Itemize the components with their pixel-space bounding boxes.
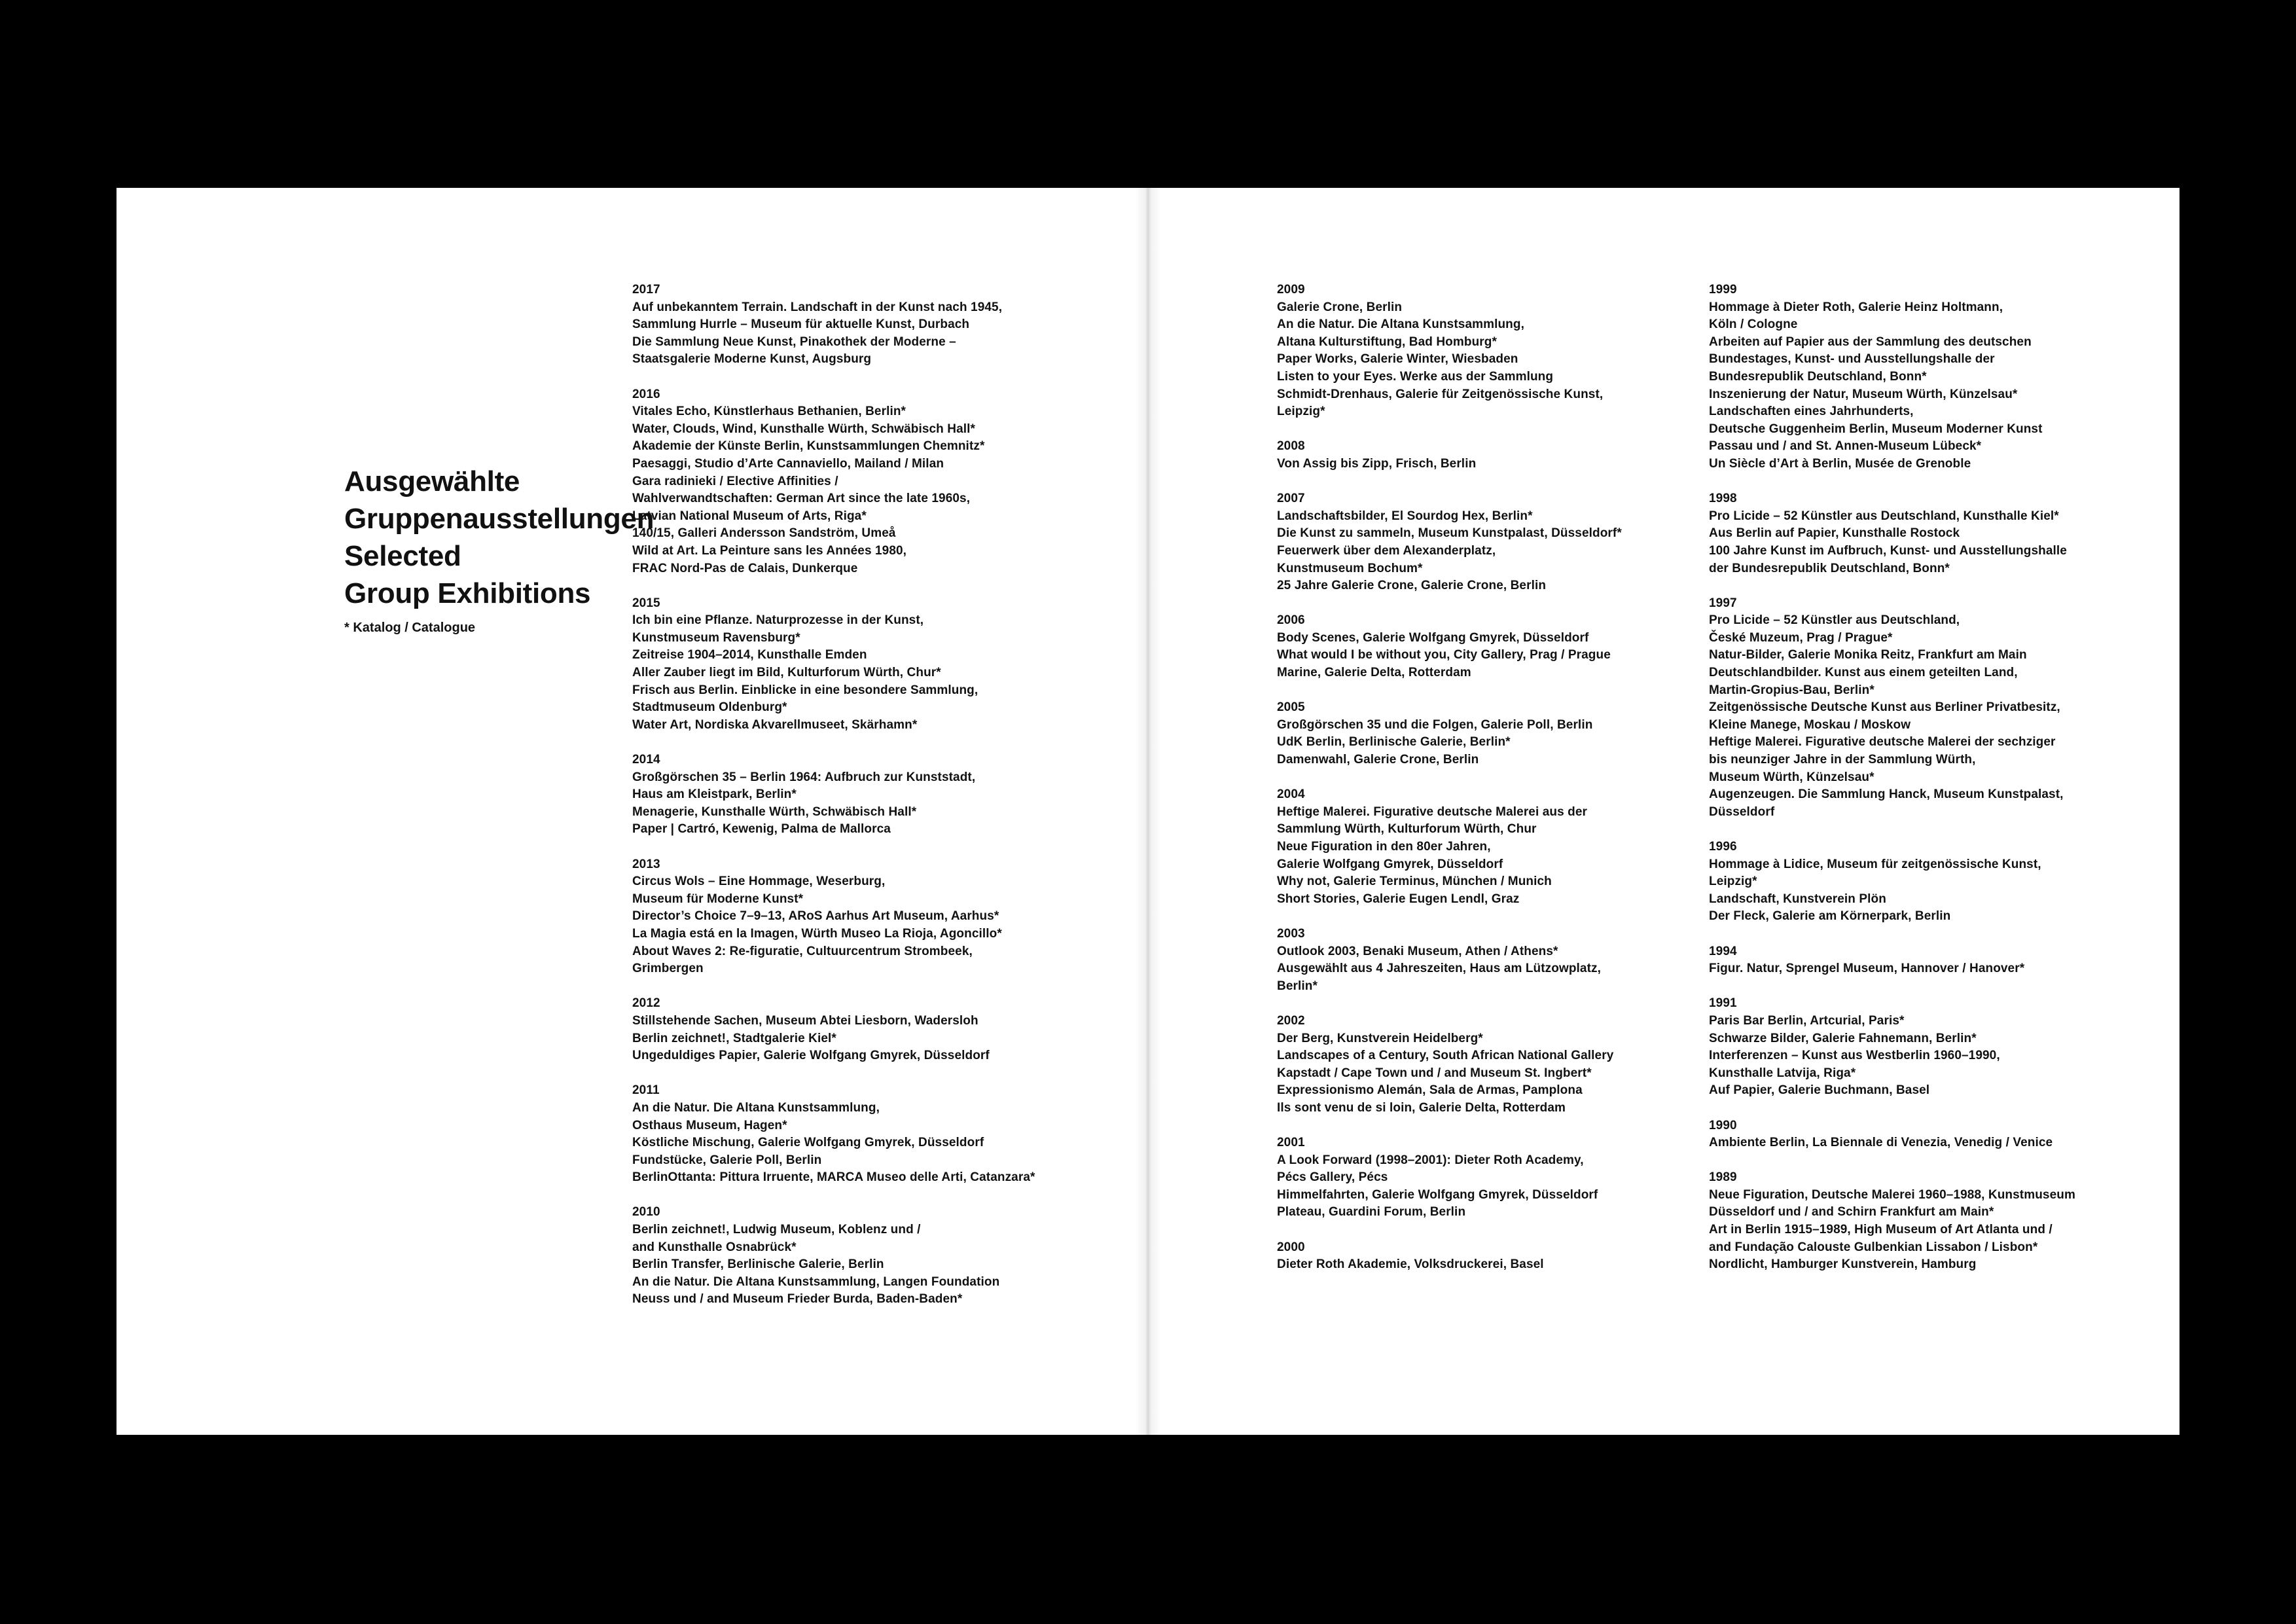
exhibition-entry: Paper | Cartró, Kewenig, Palma de Mallorca bbox=[632, 822, 891, 837]
exhibition-entry: Bundestages, Kunst- und Ausstellungshalle der bbox=[1709, 352, 1995, 367]
exhibition-entry: An die Natur. Die Altana Kunstsammlung, Langen Foundation bbox=[632, 1274, 1000, 1289]
year-label: 2001 bbox=[1277, 1136, 1305, 1150]
exhibition-entry: Aus Berlin auf Papier, Kunsthalle Rostock bbox=[1709, 526, 1960, 541]
exhibition-entry: Stillstehende Sachen, Museum Abtei Liesborn, Wadersloh bbox=[632, 1013, 978, 1028]
exhibition-entry: Leipzig* bbox=[1709, 875, 1757, 889]
year-group bbox=[632, 595, 1035, 734]
year-label: 2006 bbox=[1277, 613, 1305, 628]
exhibition-entry: A Look Forward (1998–2001): Dieter Roth Academy, bbox=[1277, 1153, 1584, 1167]
exhibition-entry: Landscapes of a Century, South African National Gallery bbox=[1277, 1049, 1614, 1063]
exhibition-entry: Heftige Malerei. Figurative deutsche Malerei der sechziger bbox=[1709, 735, 2056, 749]
year-group bbox=[1277, 1134, 1622, 1221]
exhibition-entry: Schwarze Bilder, Galerie Fahnemann, Berlin* bbox=[1709, 1031, 1977, 1045]
year-label: 2015 bbox=[632, 596, 660, 610]
exhibition-entry: Haus am Kleistpark, Berlin* bbox=[632, 787, 797, 802]
exhibition-entry: Fundstücke, Galerie Poll, Berlin bbox=[632, 1153, 822, 1167]
year-group bbox=[1709, 995, 2075, 1100]
exhibition-entry: and Fundação Calouste Gulbenkian Lissabon / Lisbon* bbox=[1709, 1240, 2038, 1254]
exhibition-entry: Düsseldorf bbox=[1709, 804, 1775, 819]
exhibition-entry: Plateau, Guardini Forum, Berlin bbox=[1277, 1205, 1466, 1219]
exhibition-entry: Circus Wols – Eine Hommage, Weserburg, bbox=[632, 875, 886, 889]
exhibition-entry: Museum für Moderne Kunst* bbox=[632, 892, 804, 906]
exhibition-entry: Köstliche Mischung, Galerie Wolfgang Gmyrek, Düsseldorf bbox=[632, 1136, 984, 1150]
exhibition-entry: Ausgewählt aus 4 Jahreszeiten, Haus am Lützowplatz, bbox=[1277, 962, 1601, 976]
exhibition-entry: Deutschlandbilder. Kunst aus einem geteilten Land, bbox=[1709, 666, 2018, 680]
title-line: Selected bbox=[344, 540, 461, 572]
year-label: 1998 bbox=[1709, 492, 1737, 506]
year-label: 1999 bbox=[1709, 283, 1737, 297]
year-label: 1989 bbox=[1709, 1170, 1737, 1185]
exhibition-entry: Paesaggi, Studio d’Arte Cannaviello, Mailand / Milan bbox=[632, 456, 944, 471]
exhibition-entry: Expressionismo Alemán, Sala de Armas, Pamplona bbox=[1277, 1083, 1583, 1098]
year-label: 2007 bbox=[1277, 492, 1305, 506]
year-group bbox=[632, 1082, 1035, 1187]
year-label: 2011 bbox=[632, 1083, 660, 1098]
exhibition-entry: Figur. Natur, Sprengel Museum, Hannover / Hanover* bbox=[1709, 962, 2025, 976]
year-label: 2012 bbox=[632, 996, 660, 1011]
year-label: 1996 bbox=[1709, 840, 1737, 854]
exhibition-entry: Why not, Galerie Terminus, München / Munich bbox=[1277, 875, 1552, 889]
year-label: 2009 bbox=[1277, 283, 1305, 297]
exhibition-entry: Listen to your Eyes. Werke aus der Sammlung bbox=[1277, 369, 1554, 384]
exhibition-entry: Passau und / and St. Annen-Museum Lübeck* bbox=[1709, 439, 1982, 454]
exhibition-entry: Aller Zauber liegt im Bild, Kulturforum Würth, Chur* bbox=[632, 666, 941, 680]
year-group bbox=[632, 386, 1035, 578]
exhibition-entry: UdK Berlin, Berlinische Galerie, Berlin* bbox=[1277, 735, 1511, 749]
exhibition-entry: Body Scenes, Galerie Wolfgang Gmyrek, Düsseldorf bbox=[1277, 630, 1589, 645]
exhibition-entry: Kunsthalle Latvija, Riga* bbox=[1709, 1066, 1856, 1080]
exhibition-entry: Berlin Transfer, Berlinische Galerie, Berlin bbox=[632, 1257, 884, 1272]
exhibition-entry: Der Berg, Kunstverein Heidelberg* bbox=[1277, 1031, 1483, 1045]
exhibition-entry: Bundesrepublik Deutschland, Bonn* bbox=[1709, 369, 1927, 384]
exhibition-entry: Kunstmuseum Ravensburg* bbox=[632, 630, 800, 645]
exhibition-entry: Ambiente Berlin, La Biennale di Venezia, Venedig / Venice bbox=[1709, 1136, 2053, 1150]
year-group bbox=[1277, 786, 1622, 908]
exhibition-entry: Großgörschen 35 und die Folgen, Galerie Poll, Berlin bbox=[1277, 717, 1593, 732]
exhibition-entry: Neue Figuration in den 80er Jahren, bbox=[1277, 840, 1491, 854]
exhibition-column-1 bbox=[632, 281, 1035, 1308]
exhibition-entry: Himmelfahrten, Galerie Wolfgang Gmyrek, Düsseldorf bbox=[1277, 1187, 1598, 1202]
exhibition-entry: Museum Würth, Künzelsau* bbox=[1709, 770, 1874, 784]
exhibition-entry: Interferenzen – Kunst aus Westberlin 1960–1990, bbox=[1709, 1049, 2000, 1063]
exhibition-entry: Augenzeugen. Die Sammlung Hanck, Museum Kunstpalast, bbox=[1709, 787, 2064, 802]
year-label: 2008 bbox=[1277, 439, 1305, 454]
year-group bbox=[1709, 595, 2075, 821]
catalog-note: * Katalog / Catalogue bbox=[344, 621, 476, 635]
exhibition-column-2 bbox=[1277, 281, 1622, 1274]
year-label: 1991 bbox=[1709, 996, 1737, 1011]
exhibition-entry: 140/15, Galleri Andersson Sandström, Umeå bbox=[632, 526, 896, 541]
exhibition-entry: Wild at Art. La Peinture sans les Années 1980, bbox=[632, 543, 907, 558]
year-group bbox=[632, 751, 1035, 839]
exhibition-entry: Zeitgenössische Deutsche Kunst aus Berliner Privatbesitz, bbox=[1709, 700, 2060, 715]
year-group bbox=[1709, 1117, 2075, 1152]
exhibition-column-3 bbox=[1709, 281, 2075, 1274]
year-label: 2016 bbox=[632, 387, 660, 401]
exhibition-entry: Pécs Gallery, Pécs bbox=[1277, 1170, 1388, 1185]
exhibition-entry: Grimbergen bbox=[632, 962, 704, 976]
exhibition-entry: Nordlicht, Hamburger Kunstverein, Hamburg bbox=[1709, 1257, 1977, 1272]
year-label: 2013 bbox=[632, 857, 660, 871]
exhibition-entry: La Magia está en la Imagen, Würth Museo La Rioja, Agoncillo* bbox=[632, 926, 1002, 941]
exhibition-entry: Director’s Choice 7–9–13, ARoS Aarhus Art Museum, Aarhus* bbox=[632, 909, 999, 924]
year-group bbox=[632, 856, 1035, 978]
year-label: 2003 bbox=[1277, 926, 1305, 941]
exhibition-entry: Galerie Crone, Berlin bbox=[1277, 300, 1403, 314]
exhibition-entry: 100 Jahre Kunst im Aufbruch, Kunst- und Ausstellungshalle bbox=[1709, 543, 2067, 558]
exhibition-entry: Water Art, Nordiska Akvarellmuseet, Skärhamn* bbox=[632, 717, 918, 732]
exhibition-entry: FRAC Nord-Pas de Calais, Dunkerque bbox=[632, 561, 858, 575]
year-label: 1990 bbox=[1709, 1118, 1737, 1132]
exhibition-entry: Berlin zeichnet!, Ludwig Museum, Koblenz und / bbox=[632, 1223, 921, 1237]
exhibition-entry: Leipzig* bbox=[1277, 405, 1325, 419]
exhibition-entry: Die Sammlung Neue Kunst, Pinakothek der Moderne – bbox=[632, 334, 956, 349]
exhibition-entry: Schmidt-Drenhaus, Galerie für Zeitgenössische Kunst, bbox=[1277, 387, 1604, 401]
exhibition-entry: Heftige Malerei. Figurative deutsche Malerei aus der bbox=[1277, 804, 1588, 819]
exhibition-entry: Hommage à Lidice, Museum für zeitgenössische Kunst, bbox=[1709, 857, 2041, 871]
year-group bbox=[1277, 926, 1622, 995]
exhibition-entry: BerlinOttanta: Pittura Irruente, MARCA Museo delle Arti, Catanzara* bbox=[632, 1170, 1035, 1185]
exhibition-entry: Auf Papier, Galerie Buchmann, Basel bbox=[1709, 1083, 1930, 1098]
exhibition-entry: Menagerie, Kunsthalle Würth, Schwäbisch Hall* bbox=[632, 804, 917, 819]
exhibition-entry: Auf unbekanntem Terrain. Landschaft in der Kunst nach 1945, bbox=[632, 300, 1003, 314]
exhibition-entry: bis neunziger Jahre in der Sammlung Würth, bbox=[1709, 753, 1976, 767]
exhibition-entry: Kunstmuseum Bochum* bbox=[1277, 561, 1423, 575]
exhibition-entry: Vitales Echo, Künstlerhaus Bethanien, Berlin* bbox=[632, 405, 906, 419]
year-group bbox=[1277, 490, 1622, 595]
exhibition-entry: Arbeiten auf Papier aus der Sammlung des deutschen bbox=[1709, 334, 2032, 349]
year-group bbox=[1277, 281, 1622, 421]
exhibition-entry: About Waves 2: Re-figuratie, Cultuurcentrum Strombeek, bbox=[632, 944, 973, 958]
year-label: 2002 bbox=[1277, 1013, 1305, 1028]
exhibition-entry: Landschaftsbilder, El Sourdog Hex, Berlin* bbox=[1277, 509, 1533, 523]
exhibition-entry: Staatsgalerie Moderne Kunst, Augsburg bbox=[632, 352, 872, 367]
exhibition-entry: Ils sont venu de si loin, Galerie Delta, Rotterdam bbox=[1277, 1100, 1566, 1115]
exhibition-entry: Berlin* bbox=[1277, 979, 1318, 993]
year-group bbox=[1277, 612, 1622, 681]
exhibition-entry: Die Kunst zu sammeln, Museum Kunstpalast, Düsseldorf* bbox=[1277, 526, 1622, 541]
exhibition-entry: Paris Bar Berlin, Artcurial, Paris* bbox=[1709, 1013, 1905, 1028]
title-line: Group Exhibitions bbox=[344, 577, 591, 609]
year-group bbox=[1709, 943, 2075, 978]
exhibition-entry: Martin-Gropius-Bau, Berlin* bbox=[1709, 683, 1874, 697]
exhibition-entry: Frisch aus Berlin. Einblicke in eine besondere Sammlung, bbox=[632, 683, 978, 697]
year-group bbox=[1277, 699, 1622, 768]
page-title bbox=[344, 463, 654, 612]
year-group bbox=[632, 281, 1035, 369]
exhibition-entry: Gara radinieki / Elective Affinities / bbox=[632, 474, 838, 488]
exhibition-entry: Zeitreise 1904–2014, Kunsthalle Emden bbox=[632, 648, 867, 662]
year-group bbox=[1709, 1169, 2075, 1274]
exhibition-entry: Sammlung Würth, Kulturforum Würth, Chur bbox=[1277, 822, 1537, 837]
year-label: 2010 bbox=[632, 1205, 660, 1219]
exhibition-entry: An die Natur. Die Altana Kunstsammlung, bbox=[632, 1100, 880, 1115]
exhibition-entry: Landschaften eines Jahrhunderts, bbox=[1709, 405, 1914, 419]
exhibition-entry: Feuerwerk über dem Alexanderplatz, bbox=[1277, 543, 1496, 558]
year-label: 2014 bbox=[632, 753, 660, 767]
exhibition-entry: Dieter Roth Akademie, Volksdruckerei, Basel bbox=[1277, 1257, 1544, 1272]
exhibition-entry: Damenwahl, Galerie Crone, Berlin bbox=[1277, 753, 1479, 767]
exhibition-entry: Paper Works, Galerie Winter, Wiesbaden bbox=[1277, 352, 1518, 367]
year-label: 1994 bbox=[1709, 944, 1737, 958]
exhibition-entry: Düsseldorf und / and Schirn Frankfurt am Main* bbox=[1709, 1205, 1994, 1219]
exhibition-entry: Berlin zeichnet!, Stadtgalerie Kiel* bbox=[632, 1031, 836, 1045]
exhibition-entry: 25 Jahre Galerie Crone, Galerie Crone, Berlin bbox=[1277, 579, 1547, 593]
exhibition-entry: Stadtmuseum Oldenburg* bbox=[632, 700, 787, 715]
exhibition-entry: Kleine Manege, Moskau / Moskow bbox=[1709, 717, 1911, 732]
year-label: 2017 bbox=[632, 283, 660, 297]
year-label: 2004 bbox=[1277, 787, 1305, 802]
exhibition-entry: Natur-Bilder, Galerie Monika Reitz, Frankfurt am Main bbox=[1709, 648, 2027, 662]
year-group bbox=[1709, 490, 2075, 577]
exhibition-entry: Latvian National Museum of Arts, Riga* bbox=[632, 509, 867, 523]
exhibition-entry: Ungeduldiges Papier, Galerie Wolfgang Gmyrek, Düsseldorf bbox=[632, 1049, 990, 1063]
exhibition-entry: Deutsche Guggenheim Berlin, Museum Moderner Kunst bbox=[1709, 422, 2043, 436]
exhibition-entry: Water, Clouds, Wind, Kunsthalle Würth, Schwäbisch Hall* bbox=[632, 422, 976, 436]
exhibition-entry: Galerie Wolfgang Gmyrek, Düsseldorf bbox=[1277, 857, 1503, 871]
title-line: Gruppenausstellungen bbox=[344, 503, 655, 535]
exhibition-entry: Wahlverwandtschaften: German Art since the late 1960s, bbox=[632, 492, 971, 506]
year-label: 2000 bbox=[1277, 1240, 1305, 1254]
year-group bbox=[1709, 281, 2075, 473]
exhibition-entry: Short Stories, Galerie Eugen Lendl, Graz bbox=[1277, 892, 1520, 906]
exhibition-entry: Der Fleck, Galerie am Körnerpark, Berlin bbox=[1709, 909, 1951, 924]
exhibition-entry: Pro Licide – 52 Künstler aus Deutschland, bbox=[1709, 613, 1960, 628]
exhibition-entry: Hommage à Dieter Roth, Galerie Heinz Holtmann, bbox=[1709, 300, 2003, 314]
exhibition-entry: Von Assig bis Zipp, Frisch, Berlin bbox=[1277, 456, 1477, 471]
year-group bbox=[1277, 1239, 1622, 1274]
exhibition-entry: Osthaus Museum, Hagen* bbox=[632, 1118, 787, 1132]
exhibition-entry: Köln / Cologne bbox=[1709, 317, 1798, 332]
exhibition-entry: Marine, Galerie Delta, Rotterdam bbox=[1277, 666, 1471, 680]
year-label: 1997 bbox=[1709, 596, 1737, 610]
year-label: 2005 bbox=[1277, 700, 1305, 715]
exhibition-entry: Großgörschen 35 – Berlin 1964: Aufbruch zur Kunststadt, bbox=[632, 770, 976, 784]
exhibition-entry: Inszenierung der Natur, Museum Würth, Künzelsau* bbox=[1709, 387, 2018, 401]
exhibition-entry: Neuss und / and Museum Frieder Burda, Baden-Baden* bbox=[632, 1292, 963, 1307]
exhibition-entry: Sammlung Hurrle – Museum für aktuelle Kunst, Durbach bbox=[632, 317, 970, 332]
exhibition-entry: Akademie der Künste Berlin, Kunstsammlungen Chemnitz* bbox=[632, 439, 985, 454]
exhibition-entry: Un Siècle d’Art à Berlin, Musée de Grenoble bbox=[1709, 456, 1971, 471]
year-group bbox=[1709, 839, 2075, 926]
exhibition-entry: Kapstadt / Cape Town und / and Museum St. Ingbert* bbox=[1277, 1066, 1592, 1080]
exhibition-entry: Altana Kulturstiftung, Bad Homburg* bbox=[1277, 334, 1497, 349]
title-line: Ausgewählte bbox=[344, 465, 520, 497]
exhibition-entry: and Kunsthalle Osnabrück* bbox=[632, 1240, 797, 1254]
exhibition-entry: Art in Berlin 1915–1989, High Museum of Art Atlanta und / bbox=[1709, 1223, 2053, 1237]
exhibition-entry: Neue Figuration, Deutsche Malerei 1960–1988, Kunstmuseum bbox=[1709, 1187, 2075, 1202]
exhibition-entry: What would I be without you, City Gallery, Prag / Prague bbox=[1277, 648, 1611, 662]
exhibition-entry: An die Natur. Die Altana Kunstsammlung, bbox=[1277, 317, 1524, 332]
year-group bbox=[1277, 1013, 1622, 1117]
exhibition-entry: Ich bin eine Pflanze. Naturprozesse in der Kunst, bbox=[632, 613, 924, 628]
exhibition-entry: Landschaft, Kunstverein Plön bbox=[1709, 892, 1886, 906]
exhibition-entry: der Bundesrepublik Deutschland, Bonn* bbox=[1709, 561, 1950, 575]
year-group bbox=[1277, 438, 1622, 473]
exhibition-entry: Outlook 2003, Benaki Museum, Athen / Athens* bbox=[1277, 944, 1558, 958]
year-group bbox=[632, 995, 1035, 1064]
exhibition-entry: Pro Licide – 52 Künstler aus Deutschland, Kunsthalle Kiel* bbox=[1709, 509, 2059, 523]
exhibition-entry: České Muzeum, Prag / Prague* bbox=[1709, 630, 1893, 645]
year-group bbox=[632, 1204, 1035, 1308]
